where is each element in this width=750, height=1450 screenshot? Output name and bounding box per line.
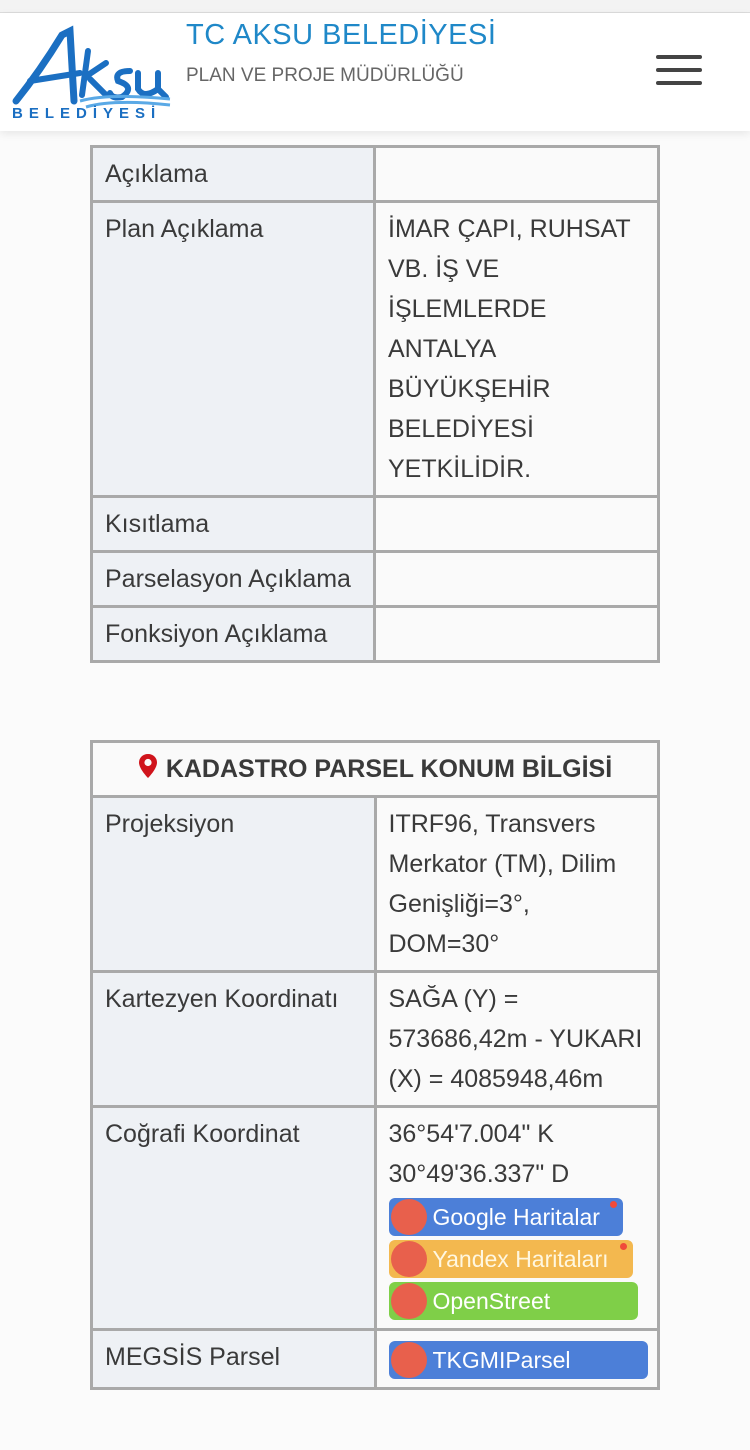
globe-icon bbox=[391, 1342, 427, 1378]
kadastro-table bbox=[90, 740, 660, 1390]
google-maps-button[interactable] bbox=[389, 1198, 623, 1236]
table-row bbox=[92, 1330, 659, 1389]
section-header-row bbox=[92, 742, 659, 797]
hamburger-bar bbox=[656, 55, 702, 59]
openstreet-button[interactable] bbox=[389, 1282, 638, 1320]
yandex-maps-button[interactable] bbox=[389, 1240, 633, 1278]
hamburger-bar bbox=[656, 68, 702, 72]
section-title: KADASTRO PARSEL KONUM BİLGİSİ bbox=[165, 755, 613, 783]
row-label: Fonksiyon Açıklama bbox=[92, 607, 375, 662]
row-value: SAĞA (Y) = 573686,42m - YUKARI (X) = 4085948,46m bbox=[375, 972, 659, 1107]
plan-info-table bbox=[90, 145, 660, 663]
table-row bbox=[92, 147, 659, 202]
globe-icon bbox=[391, 1241, 427, 1277]
row-value bbox=[375, 147, 659, 202]
site-header bbox=[0, 13, 750, 131]
row-value: ITRF96, Transvers Merkator (TM), Dilim Genişliği=3°, DOM=30° bbox=[375, 797, 659, 972]
table-row bbox=[92, 972, 659, 1107]
cografi-cell bbox=[375, 1107, 659, 1330]
button-label: TKGMIParsel bbox=[432, 1347, 571, 1373]
globe-icon bbox=[391, 1283, 427, 1319]
row-value bbox=[375, 607, 659, 662]
tkgm-parsel-button[interactable] bbox=[389, 1341, 648, 1379]
row-label: Coğrafi Koordinat bbox=[92, 1107, 376, 1330]
row-label: Projeksiyon bbox=[92, 797, 376, 972]
table-row bbox=[92, 552, 659, 607]
row-value bbox=[375, 497, 659, 552]
row-value: İMAR ÇAPI, RUHSAT VB. İŞ VE İŞLEMLERDE ANTALYA BÜYÜKŞEHİR BELEDİYESİ YETKİLİDİR. bbox=[375, 202, 659, 497]
table-row bbox=[92, 797, 659, 972]
row-label: Kısıtlama bbox=[92, 497, 375, 552]
row-label: MEGSİS Parsel bbox=[92, 1330, 376, 1389]
hamburger-bar bbox=[656, 81, 702, 85]
button-label: Yandex Haritaları bbox=[432, 1246, 609, 1272]
badge-dot bbox=[620, 1243, 627, 1250]
globe-icon bbox=[391, 1199, 427, 1235]
button-label: Google Haritalar bbox=[432, 1204, 600, 1230]
site-title[interactable]: TC AKSU BELEDİYESİ bbox=[186, 19, 497, 51]
top-status-strip bbox=[0, 0, 750, 13]
table-row bbox=[92, 202, 659, 497]
megsis-cell bbox=[375, 1330, 659, 1389]
badge-dot bbox=[610, 1201, 617, 1208]
table-row bbox=[92, 607, 659, 662]
table-row bbox=[92, 497, 659, 552]
row-label: Parselasyon Açıklama bbox=[92, 552, 375, 607]
section-header bbox=[92, 742, 659, 797]
row-label: Plan Açıklama bbox=[92, 202, 375, 497]
row-label: Kartezyen Koordinatı bbox=[92, 972, 376, 1107]
row-value bbox=[375, 552, 659, 607]
row-value: 36°54'7.004" K 30°49'36.337" D bbox=[388, 1120, 570, 1188]
table-row bbox=[92, 1107, 659, 1330]
site-subtitle: PLAN VE PROJE MÜDÜRLÜĞÜ bbox=[186, 65, 464, 86]
row-label: Açıklama bbox=[92, 147, 375, 202]
button-label: OpenStreet bbox=[432, 1288, 551, 1314]
map-pin-icon bbox=[138, 753, 158, 779]
hamburger-icon[interactable] bbox=[656, 55, 702, 89]
logo-subtitle: BELEDİYESİ bbox=[12, 105, 162, 122]
